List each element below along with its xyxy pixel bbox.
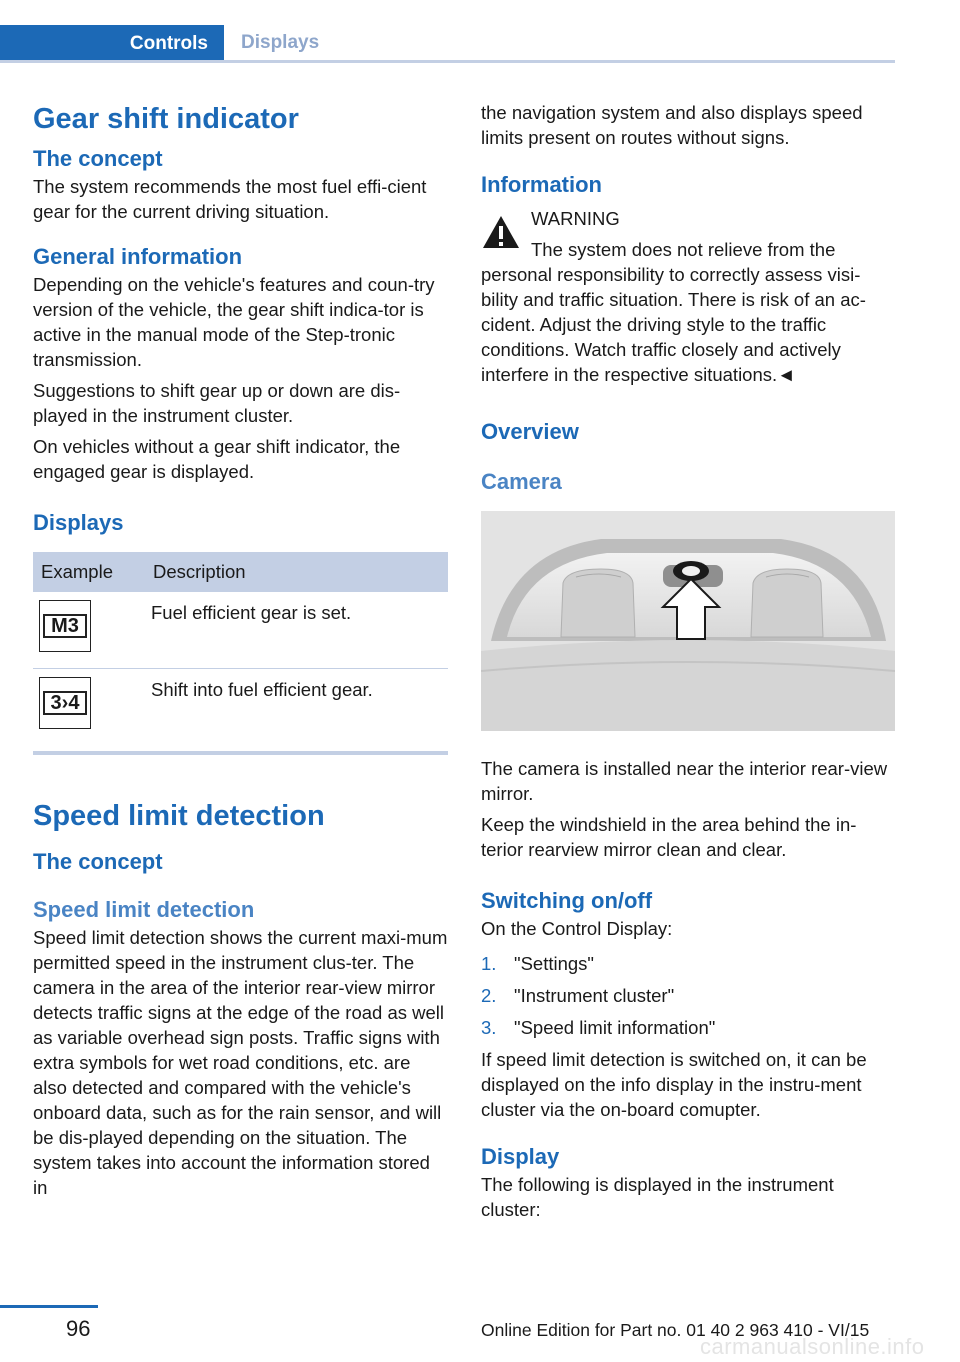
warning-triangle-icon [481, 214, 521, 250]
general-paragraph-2: Suggestions to shift gear up or down are dis-played in the instrument cluster. [33, 380, 401, 426]
heading-switching-on-off: Switching on/off [481, 888, 653, 913]
general-paragraph-1: Depending on the vehicle's features and coun-try version of the vehicle, the gear shift indica-tor is active in the manual mode of the Step-tronic transmission. [33, 274, 435, 370]
tab-bar-rule [0, 60, 895, 63]
left-column [33, 100, 449, 1200]
step-number: 1. [481, 953, 497, 974]
gear-m3-symbol-icon [39, 600, 91, 652]
title-speed-limit-detection: Speed limit detection [33, 800, 325, 832]
continued-text: the navigation system and also displays speed limits present on routes without signs. [481, 102, 863, 148]
table-row [33, 592, 448, 669]
table-row [33, 669, 448, 754]
warning-block [481, 206, 897, 387]
switch-after-text: If speed limit detection is switched on, it can be displayed on the info display in the instru-ment cluster via the on-board comupter. [481, 1049, 867, 1120]
subheading-camera: Camera [481, 469, 562, 494]
title-gear-shift-indicator: Gear shift indicator [33, 103, 299, 135]
concept-text: The system recommends the most fuel effi-cient gear for the current driving situation. [33, 176, 427, 222]
speed-limit-text: Speed limit detection shows the current maxi-mum permitted speed in the instrument clus-ter. The camera in the area of the interior rear-view mirror detects traffic signs at the edge of the road as well as variable overhead sign posts. Traffic signs with extra symbols for wet road conditions, etc. are also detected and compared with the vehicle's onboard data, such as for the rain sensor, and will be dis-played depending on the situation. The system takes into account the information stored in [33, 927, 448, 1198]
list-item [481, 951, 897, 976]
warning-body: personal responsibility to correctly assess visi-bility and traffic situation. There is risk of an ac-cident. Adjust the driving style to the traffic conditions. Watch traffic closely and actively interfere in the respective situations.◄ [481, 264, 866, 385]
heading-displays: Displays [33, 510, 124, 535]
warning-first-line: The system does not relieve from the [531, 239, 836, 260]
display-text: The following is displayed in the instrument cluster: [481, 1174, 834, 1220]
watermark: carmanualsonline.info [700, 1334, 925, 1359]
heading-speed-the-concept: The concept [33, 849, 163, 874]
list-item [481, 1015, 897, 1040]
switch-intro: On the Control Display: [481, 918, 673, 939]
general-paragraph-3: On vehicles without a gear shift indicator, the engaged gear is displayed. [33, 436, 401, 482]
warning-title: WARNING [531, 208, 620, 229]
column-header-description: Description [145, 552, 448, 592]
heading-general-information: General information [33, 244, 243, 269]
table-cell-description: Fuel efficient gear is set. [145, 592, 448, 669]
page-number: 96 [66, 1316, 91, 1341]
step-number: 3. [481, 1017, 497, 1038]
step-text: "Speed limit information" [514, 1017, 716, 1038]
camera-paragraph-2: Keep the windshield in the area behind the in-terior rearview mirror clean and clear. [481, 814, 857, 860]
edition-line: Online Edition for Part no. 01 40 2 963 410 - VI/15 [481, 1320, 870, 1340]
list-item [481, 983, 897, 1008]
settings-steps-list [481, 951, 897, 1040]
chapter-tab-bar [0, 25, 895, 63]
tab-controls[interactable]: Controls [0, 25, 224, 63]
gear-shift-up-symbol-icon [39, 677, 91, 729]
step-text: "Settings" [514, 953, 594, 974]
tab-displays[interactable]: Displays [241, 31, 320, 53]
heading-display: Display [481, 1144, 560, 1169]
right-column [481, 100, 897, 1222]
subheading-speed-limit-detection: Speed limit detection [33, 897, 255, 922]
gear-symbol-text: M3 [43, 614, 87, 638]
heading-overview: Overview [481, 419, 579, 444]
column-header-example: Example [33, 552, 145, 592]
table-cell-description: Shift into fuel efficient gear. [145, 669, 448, 754]
camera-paragraph-1: The camera is installed near the interior rear-view mirror. [481, 758, 888, 804]
gear-symbol-text: 3›4 [43, 691, 87, 715]
step-number: 2. [481, 985, 497, 1006]
camera-location-illustration [481, 511, 895, 731]
heading-the-concept: The concept [33, 146, 163, 171]
heading-information: Information [481, 172, 602, 197]
step-text: "Instrument cluster" [514, 985, 675, 1006]
page-number-rule [0, 1305, 98, 1308]
gear-display-table [33, 552, 448, 755]
